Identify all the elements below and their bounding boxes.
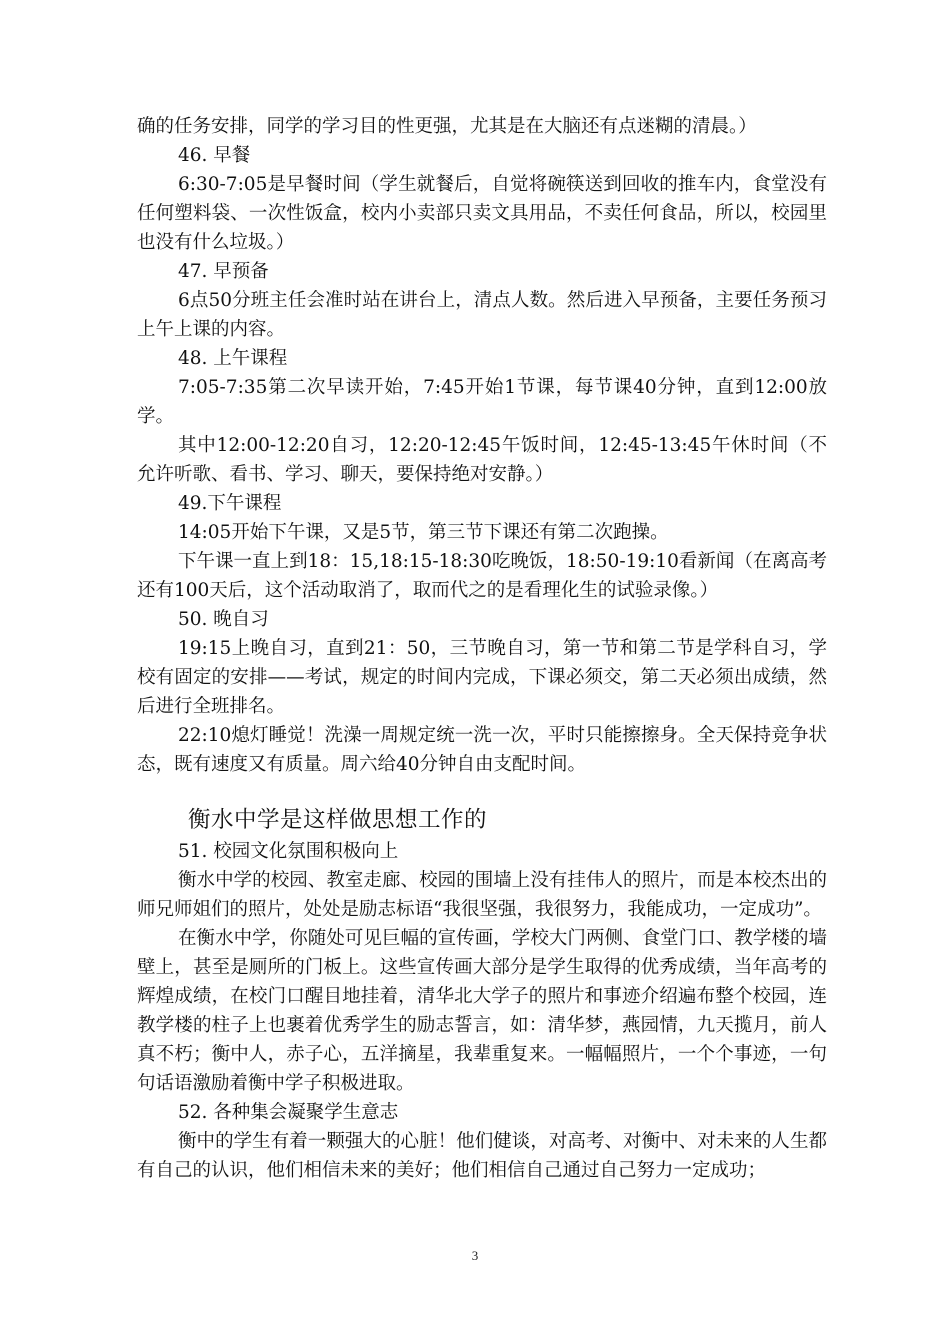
page-number: 3 (471, 1248, 479, 1263)
paragraph-breakfast: 6:30-7:05是早餐时间（学生就餐后，自觉将碗筷送到回收的推车内，食堂没有任何塑料袋、一次性饭盒，校内小卖部只卖文具用品，不卖任何食品，所以，校园里也没有什么垃圾。） (137, 174, 827, 253)
item-heading-51: 51. 校园文化氛围积极向上 (178, 841, 399, 862)
item-heading-50: 50. 晚自习 (178, 609, 269, 630)
section-title: 衡水中学是这样做思想工作的 (188, 807, 488, 833)
paragraph-morning-classes: 7:05-7:35第二次早读开始，7:45开始1节课，每节课40分钟，直到12:00放学。 (137, 377, 827, 427)
paragraph-lights-out: 22:10熄灯睡觉！洗澡一周规定统一洗一次，平时只能擦擦身。全天保持竞争状态，既有速度又有质量。周六给40分钟自由支配时间。 (137, 725, 827, 775)
paragraph-posters: 在衡水中学，你随处可见巨幅的宣传画，学校大门两侧、食堂门口、教学楼的墙壁上，甚至是厕所的门板上。这些宣传画大部分是学生取得的优秀成绩，当年高考的辉煌成绩，在校门口醒目地挂着，清华北大学子的照片和事迹介绍遍布整个校园，连教学楼的柱子上也裹着优秀学生的励志誓言，如：清华梦，燕园情，九天揽月，前人真不朽；衡中人，赤子心，五洋摘星，我辈重复来。一幅幅照片，一个个事迹，一句句话语激励着衡中学子积极进取。 (137, 928, 827, 1094)
paragraph-assemblies: 衡中的学生有着一颗强大的心脏！他们健谈，对高考、对衡中、对未来的人生都有自己的认识，他们相信未来的美好；他们相信自己通过自己努力一定成功； (137, 1131, 827, 1181)
item-heading-46: 46. 早餐 (178, 145, 251, 166)
paragraph-evening-study: 19:15上晚自习，直到21：50，三节晚自习，第一节和第二节是学科自习，学校有固定的安排——考试，规定的时间内完成，下课必须交，第二天必须出成绩，然后进行全班排名。 (137, 638, 827, 717)
item-heading-52: 52. 各种集会凝聚学生意志 (178, 1102, 399, 1123)
paragraph-noon-schedule: 其中12:00-12:20自习，12:20-12:45午饭时间，12:45-13:45午休时间（不允许听歌、看书、学习、聊天，要保持绝对安静。） (137, 435, 827, 485)
item-heading-47: 47. 早预备 (178, 261, 269, 282)
paragraph-evening-news: 下午课一直上到18：15,18:15-18:30吃晚饭，18:50-19:10看新闻（在离高考还有100天后，这个活动取消了，取而代之的是看理化生的试验录像。） (137, 551, 827, 601)
document-body (137, 112, 827, 1185)
paragraph-campus-photos: 衡水中学的校园、教室走廊、校园的围墙上没有挂伟人的照片，而是本校杰出的师兄师姐们的照片，处处是励志标语“我很坚强，我很努力，我能成功，一定成功”。 (137, 870, 827, 920)
item-heading-48: 48. 上午课程 (178, 348, 288, 369)
paragraph-continued: 确的任务安排，同学的学习目的性更强，尤其是在大脑还有点迷糊的清晨。） (137, 116, 757, 137)
paragraph-afternoon-classes: 14:05开始下午课，又是5节，第三节下课还有第二次跑操。 (178, 522, 669, 543)
item-heading-49: 49.下午课程 (178, 493, 282, 514)
paragraph-morning-prep: 6点50分班主任会准时站在讲台上，清点人数。然后进入早预备，主要任务预习上午上课的内容。 (137, 290, 827, 340)
